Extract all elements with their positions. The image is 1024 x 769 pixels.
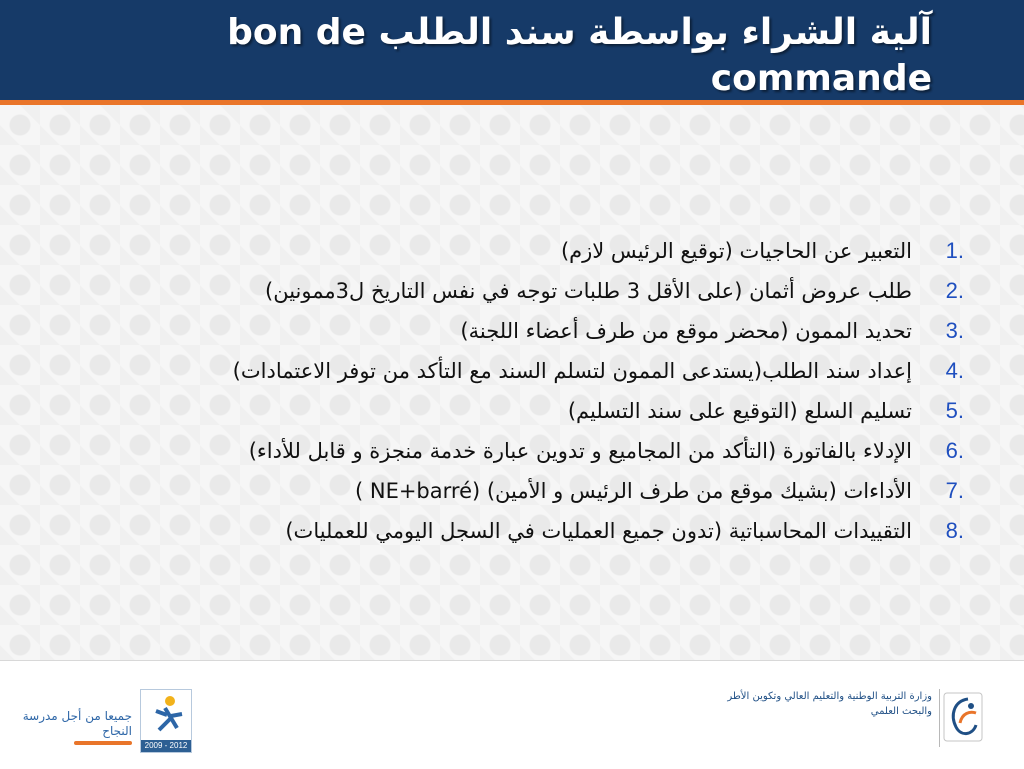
item-number: 4. bbox=[945, 358, 964, 383]
ministry-name: وزارة التربية الوطنية والتعليم العالي وتكوين الأطر والبحث العلمي bbox=[727, 691, 932, 717]
list-item bbox=[64, 394, 964, 428]
item-text: تحديد الممون (محضر موقع من طرف أعضاء اللجنة) bbox=[460, 319, 912, 343]
item-number: 6. bbox=[945, 438, 964, 463]
item-text: إعداد سند الطلب(يستدعى الممون لتسلم السند مع التأكد من توفر الاعتمادات) bbox=[232, 359, 912, 383]
item-number: 7. bbox=[945, 478, 964, 503]
ministry-logo bbox=[939, 689, 988, 747]
list-item bbox=[64, 434, 964, 468]
school-success-text: جميعا من أجل مدرسة النجاح bbox=[22, 709, 132, 738]
ministry-emblem-icon bbox=[940, 689, 988, 747]
running-person-icon bbox=[147, 694, 185, 736]
list-item bbox=[64, 274, 964, 308]
list-item bbox=[64, 234, 964, 268]
list-item bbox=[64, 474, 964, 508]
logo-swoosh-icon bbox=[74, 741, 132, 745]
slide-footer bbox=[0, 660, 1024, 769]
procedure-list bbox=[64, 234, 964, 554]
item-number: 2. bbox=[945, 278, 964, 303]
program-logo bbox=[140, 689, 192, 753]
item-number: 8. bbox=[945, 518, 964, 543]
list-item bbox=[64, 354, 964, 388]
school-success-logo bbox=[20, 709, 132, 741]
list-item bbox=[64, 514, 964, 548]
list-item bbox=[64, 314, 964, 348]
item-text: الأداءات (بشيك موقع من طرف الرئيس و الأمين) (NE+barré ) bbox=[354, 479, 912, 503]
item-number: 3. bbox=[945, 318, 964, 343]
item-text: تسليم السلع (التوقيع على سند التسليم) bbox=[567, 399, 912, 423]
item-text: التعبير عن الحاجيات (توقيع الرئيس لازم) bbox=[560, 239, 912, 263]
program-year: 2009 - 2012 bbox=[141, 740, 191, 752]
slide-header bbox=[0, 0, 1024, 100]
item-text: طلب عروض أثمان (على الأقل 3 طلبات توجه في نفس التاريخ ل3ممونين) bbox=[265, 279, 912, 303]
slide-title: آلية الشراء بواسطة سند الطلب bon de commande bbox=[227, 12, 932, 99]
item-text: الإدلاء بالفاتورة (التأكد من المجاميع و تدوين عبارة خدمة منجزة و قابل للأداء) bbox=[248, 439, 912, 463]
item-text: التقييدات المحاسباتية (تدون جميع العمليات في السجل اليومي للعمليات) bbox=[285, 519, 912, 543]
item-number: 1. bbox=[945, 238, 964, 263]
item-number: 5. bbox=[945, 398, 964, 423]
